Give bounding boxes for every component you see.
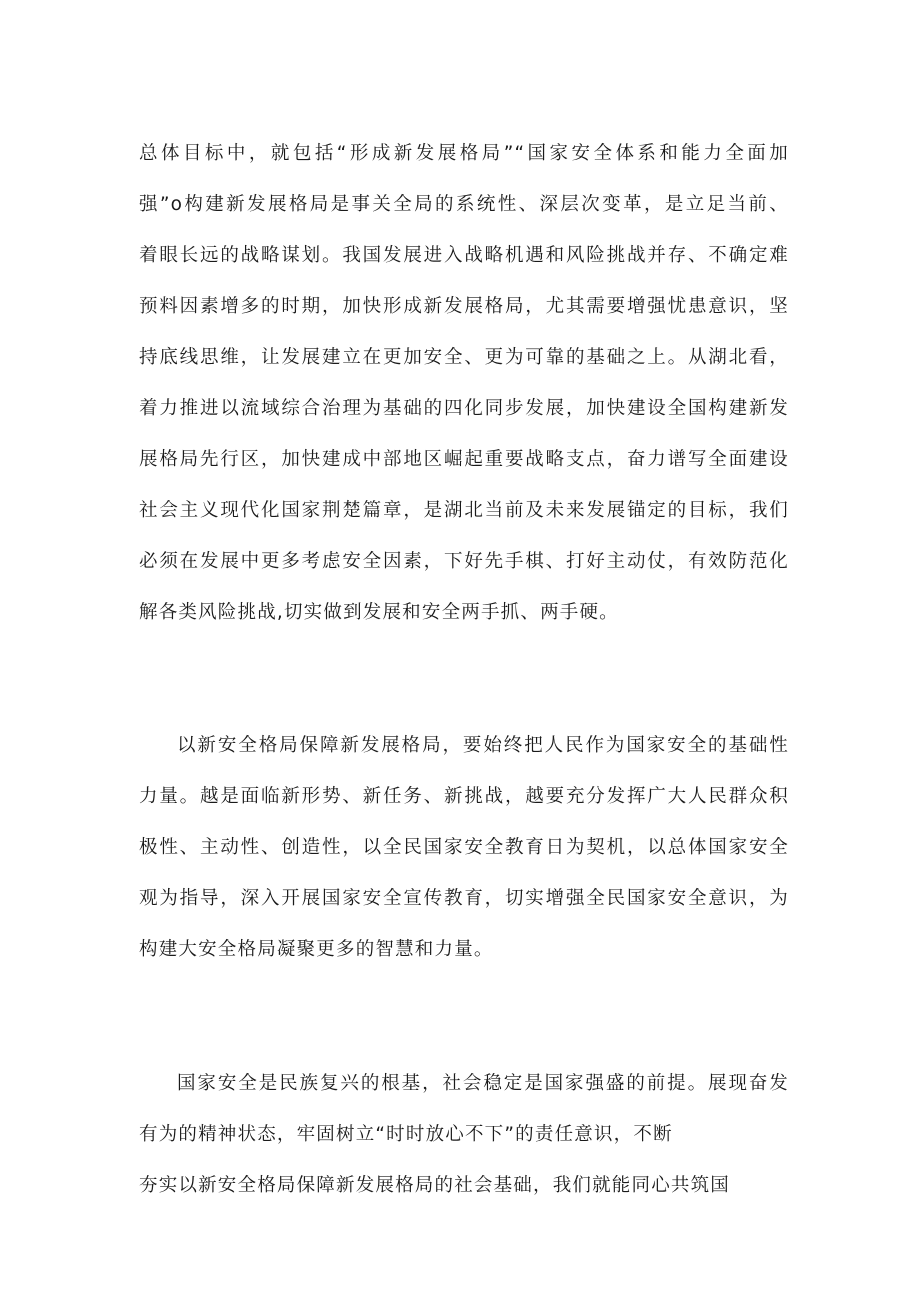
text-line: 力量。越是面临新形势、新任务、新挑战，越要充分发挥广大人民群众积 [139,786,789,807]
text-line: 持底线思维，让发展建立在更加安全、更为可靠的基础之上。从湖北看， [139,347,789,368]
paragraph-3 [139,1058,789,1211]
text-line: 夯实以新安全格局保障新发展格局的社会基础，我们就能同心共筑国 [139,1175,731,1196]
text-line: 观为指导，深入开展国家安全宣传教育，切实增强全民国家安全意识，为 [139,888,789,909]
paragraph-1 [139,128,789,638]
text-line: 极性、主动性、创造性，以全民国家安全教育日为契机，以总体国家安全 [139,837,789,858]
text-line: 以新安全格局保障新发展格局，要始终把人民作为国家安全的基础性 [177,735,789,756]
text-line: 构建大安全格局凝聚更多的智慧和力量。 [139,939,494,960]
text-line: 展格局先行区，加快建成中部地区崛起重要战略支点，奋力谱写全面建设 [139,449,789,470]
text-line: 预料因素增多的时期，加快形成新发展格局，尤其需要增强忧患意识，坚 [139,296,789,317]
text-line: 强”o构建新发展格局是事关全局的系统性、深层次变革，是立足当前、 [139,194,789,215]
paragraph-2 [139,720,789,975]
text-line: 社会主义现代化国家荆楚篇章，是湖北当前及未来发展锚定的目标，我们 [139,500,789,521]
text-line: 必须在发展中更多考虑安全因素，下好先手棋、打好主动仗，有效防范化 [139,551,789,572]
text-line: 总体目标中，就包括“形成新发展格局”“国家安全体系和能力全面加 [139,143,789,164]
text-line: 国家安全是民族复兴的根基，社会稳定是国家强盛的前提。展现奋发 [177,1073,789,1094]
text-line: 有为的精神状态，牢固树立“时时放心不下”的责任意识，不断 [139,1124,673,1145]
text-line: 着眼长远的战略谋划。我国发展进入战略机遇和风险挑战并存、不确定难 [139,245,789,266]
text-line: 着力推进以流域综合治理为基础的四化同步发展，加快建设全国构建新发 [139,398,789,419]
text-line: 解各类风险挑战,切实做到发展和安全两手抓、两手硬。 [139,602,619,623]
